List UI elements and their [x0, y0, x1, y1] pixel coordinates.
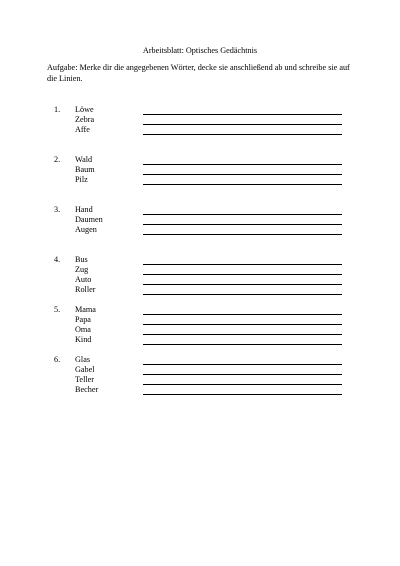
- word-row: [0, 215, 400, 225]
- memory-word: Gabel: [75, 365, 95, 374]
- word-row: [0, 385, 400, 395]
- memory-word: Pilz: [75, 175, 88, 184]
- word-row: [0, 125, 400, 135]
- word-group: [0, 205, 400, 255]
- word-group: [0, 155, 400, 205]
- answer-line[interactable]: [143, 134, 342, 135]
- word-row: [0, 335, 400, 345]
- group-number: 4.: [54, 255, 61, 264]
- word-row: [0, 115, 400, 125]
- memory-word: Roller: [75, 285, 96, 294]
- memory-word: Baum: [75, 165, 95, 174]
- word-row: [0, 175, 400, 185]
- memory-word: Zug: [75, 265, 89, 274]
- word-row: [0, 325, 400, 335]
- memory-word: Glas: [75, 355, 91, 364]
- answer-line[interactable]: [143, 294, 342, 295]
- word-row: [0, 285, 400, 295]
- word-row: [0, 225, 400, 235]
- memory-word: Auto: [75, 275, 92, 284]
- word-row: [0, 375, 400, 385]
- memory-word: Affe: [75, 125, 90, 134]
- word-row: [0, 255, 400, 265]
- group-number: 6.: [54, 355, 61, 364]
- word-row: [0, 275, 400, 285]
- memory-word: Bus: [75, 255, 88, 264]
- word-group: [0, 105, 400, 155]
- word-row: [0, 315, 400, 325]
- word-row: [0, 205, 400, 215]
- word-row: [0, 355, 400, 365]
- memory-word: Mama: [75, 305, 96, 314]
- memory-word: Hand: [75, 205, 93, 214]
- answer-line[interactable]: [143, 184, 342, 185]
- word-group: [0, 355, 400, 405]
- memory-word: Wald: [75, 155, 93, 164]
- word-row: [0, 105, 400, 115]
- memory-word: Zebra: [75, 115, 95, 124]
- task-instructions: Aufgabe: Merke dir die angegebenen Wörter, decke sie anschließend ab und schreibe sie auf die Linien.: [47, 63, 350, 83]
- word-row: [0, 155, 400, 165]
- memory-word: Augen: [75, 225, 97, 234]
- memory-word: Kind: [75, 335, 92, 344]
- group-number: 5.: [54, 305, 61, 314]
- answer-line[interactable]: [143, 394, 342, 395]
- group-number: 2.: [54, 155, 61, 164]
- answer-line[interactable]: [143, 344, 342, 345]
- group-number: 3.: [54, 205, 61, 214]
- word-row: [0, 365, 400, 375]
- page-title: Arbeitsblatt: Optisches Gedächtnis: [142, 46, 258, 55]
- word-groups: [0, 105, 400, 405]
- group-number: 1.: [54, 105, 61, 114]
- memory-word: Löwe: [75, 105, 94, 114]
- word-group: [0, 305, 400, 355]
- memory-word: Becher: [75, 385, 99, 394]
- word-row: [0, 305, 400, 315]
- word-row: [0, 265, 400, 275]
- word-group: [0, 255, 400, 305]
- word-row: [0, 165, 400, 175]
- memory-word: Papa: [75, 315, 91, 324]
- memory-word: Oma: [75, 325, 91, 334]
- memory-word: Teller: [75, 375, 94, 384]
- answer-line[interactable]: [143, 234, 342, 235]
- memory-word: Daumen: [75, 215, 103, 224]
